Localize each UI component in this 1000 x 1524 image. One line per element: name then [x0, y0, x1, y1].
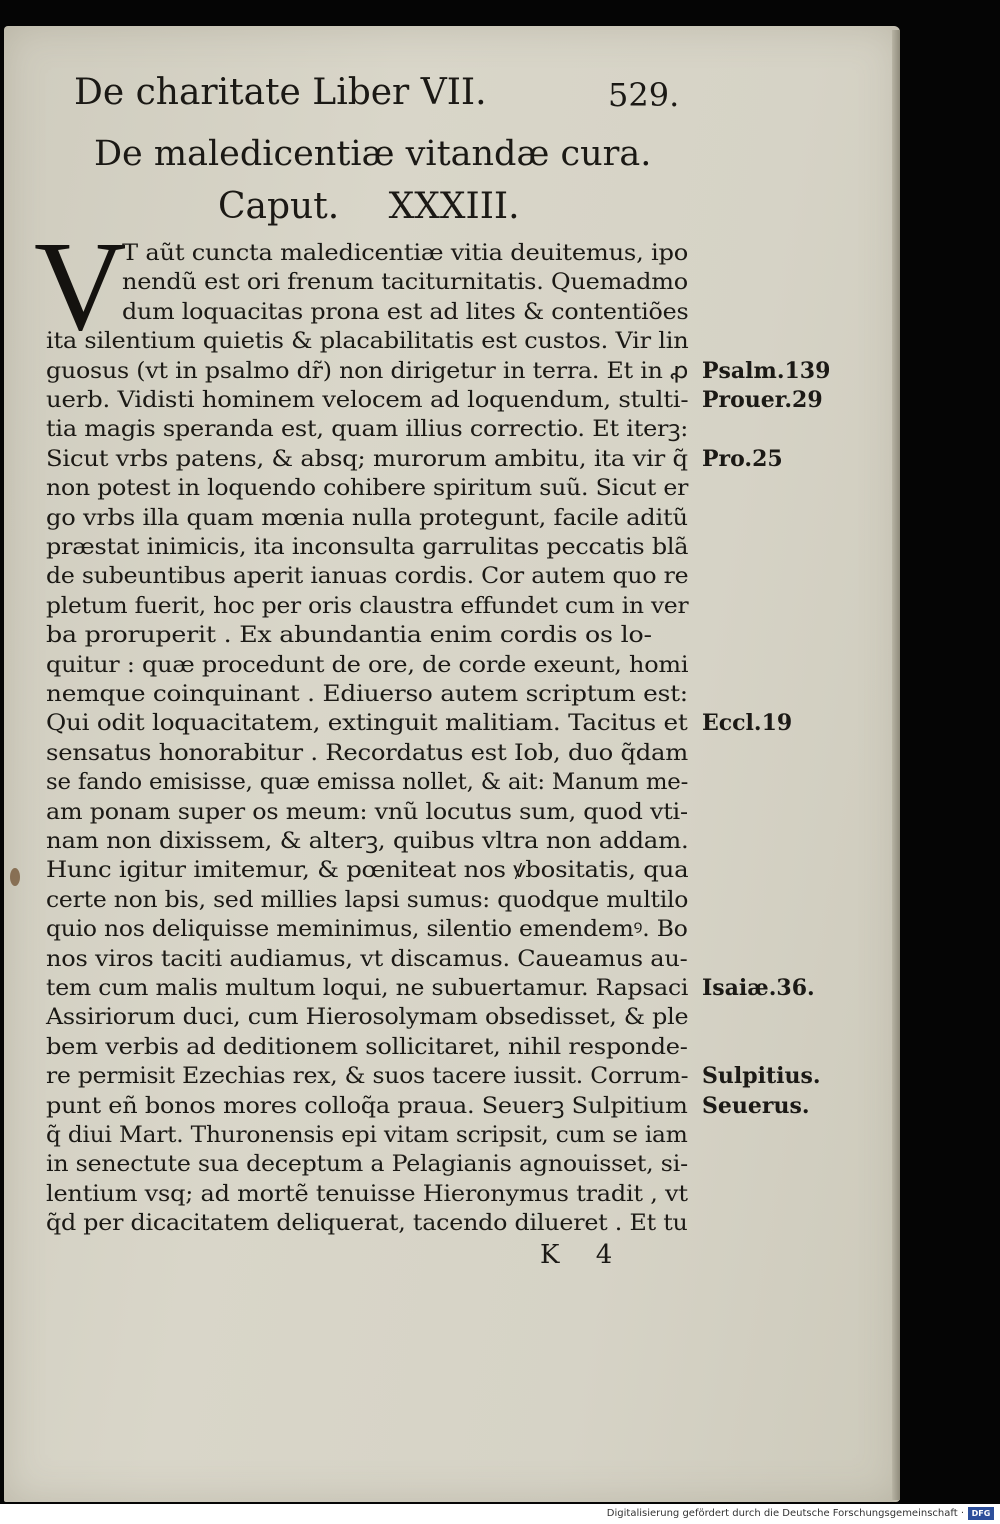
- body-line: tem cum malis multum loqui, ne subuertamur. Rapsaci: [46, 976, 689, 1001]
- body-line: præstat inimicis, ita inconsulta garrulitas peccatis blã: [46, 535, 689, 560]
- body-line: bem verbis ad deditionem sollicitaret, nihil responde-: [46, 1034, 688, 1060]
- folio-number: 529.: [608, 76, 680, 114]
- body-line: Hunc igitur imitemur, & pœniteat nos ꝟbositatis, qua: [46, 858, 689, 884]
- body-line: nam non dixissem, & alterꝫ, quibus vltra non addam.: [46, 829, 689, 854]
- body-line: re permisit Ezechias rex, & suos tacere iussit. Corrum-: [46, 1064, 689, 1090]
- body-line: T aũt cuncta maledicentiæ vitia deuitemus, ipo: [122, 241, 689, 266]
- page-edge: [892, 30, 900, 1500]
- body-line: nendũ est ori frenum taciturnitatis. Quemadmo: [122, 270, 688, 296]
- dfg-logo: DFG: [968, 1507, 994, 1520]
- body-line: Qui odit loquacitatem, extinguit malitiam. Tacitus et: [46, 711, 688, 737]
- body-line: punt eñ bonos mores colloq̃a praua. Seuerꝫ Sulpitium: [46, 1093, 688, 1119]
- margin-note: Prouer.29: [702, 387, 823, 413]
- body-line: se fando emisisse, quæ emissa nollet, & ait: Manum me-: [46, 770, 689, 796]
- footer-credit: Digitalisierung gefördert durch die Deutsche Forschungsgemeinschaft ·: [606, 1508, 964, 1519]
- margin-note: Sulpitius.: [702, 1063, 821, 1090]
- body-line: q̃d per dicacitatem deliquerat, tacendo dilueret . Et tu: [46, 1211, 688, 1237]
- body-line: sensatus honorabitur . Recordatus est Iob, duo q̃dam: [46, 740, 689, 766]
- body-line: uerb. Vidisti hominem velocem ad loquendum, stulti-: [46, 388, 689, 413]
- chapter-number: Caput. XXXIII.: [218, 186, 520, 227]
- body-line: certe non bis, sed millies lapsi sumus: quodque multilo: [46, 887, 689, 913]
- margin-note: Psalm.139: [702, 357, 831, 384]
- body-line: lentium vsq; ad mortẽ tenuisse Hieronymus tradit , vt: [46, 1181, 688, 1207]
- body-line: guosus (vt in psalmo dr̃) non dirigetur in terra. Et in ꝓ: [46, 358, 689, 384]
- body-line: de subeuntibus aperit ianuas cordis. Cor autem quo re: [46, 564, 689, 590]
- margin-note: Seuerus.: [702, 1092, 810, 1119]
- body-line: go vrbs illa quam mœnia nulla protegunt, facile aditũ: [46, 505, 688, 531]
- margin-note: Pro.25: [702, 445, 783, 472]
- body-line: tia magis speranda est, quam illius correctio. Et iterꝫ:: [46, 417, 689, 443]
- margin-note: Eccl.19: [702, 710, 793, 737]
- body-line: Assiriorum duci, cum Hierosolymam obsedisset, & ple: [46, 1005, 689, 1031]
- signature-mark: K 4: [540, 1240, 613, 1270]
- chapter-title: De maledicentiæ vitandæ cura.: [94, 134, 652, 174]
- body-line: ba proruperit . Ex abundantia enim cordis os lo-: [46, 623, 652, 649]
- body-line: quitur : quæ procedunt de ore, de corde exeunt, homi: [46, 652, 689, 678]
- body-line: nemque coinquinant . Ediuerso autem scriptum est:: [46, 682, 688, 707]
- ink-stain: [10, 868, 20, 886]
- body-line: quio nos deliquisse meminimus, silentio emendemꝰ. Bo: [46, 917, 688, 943]
- body-line: am ponam super os meum: vnũ locutus sum, quod vti-: [46, 799, 688, 825]
- drop-initial: V: [34, 215, 127, 357]
- margin-note: Isaiæ.36.: [702, 975, 815, 1001]
- body-line: pletum fuerit, hoc per oris claustra effundet cum in ver: [46, 593, 689, 619]
- body-line: in senectute sua deceptum a Pelagianis agnouisset, si-: [46, 1152, 688, 1178]
- body-line: nos viros taciti audiamus, vt discamus. Caueamus au-: [46, 946, 688, 972]
- body-line: ita silentium quietis & placabilitatis est custos. Vir lin: [46, 329, 689, 355]
- body-line: Sicut vrbs patens, & absq; murorum ambitu, ita vir q̃: [46, 446, 688, 472]
- body-line: dum loquacitas prona est ad lites & contentiões: [122, 299, 689, 325]
- running-head: De charitate Liber VII.: [74, 72, 487, 113]
- body-line: non potest in loquendo cohibere spiritum suũ. Sicut er: [46, 476, 689, 502]
- body-line: q̃ diui Mart. Thuronensis epi vitam scripsit, cum se iam: [46, 1123, 688, 1148]
